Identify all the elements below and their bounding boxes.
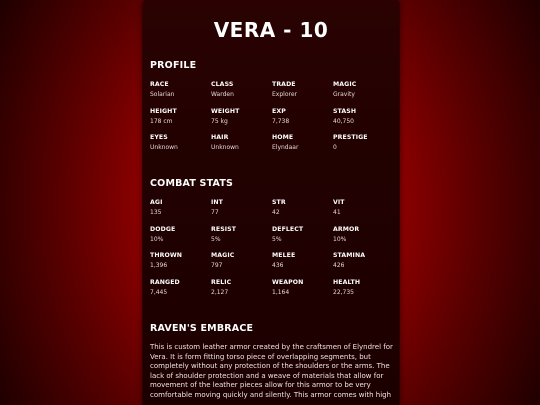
stat-label: PRESTIGE xyxy=(333,134,368,142)
profile-hair-stat xyxy=(211,134,272,161)
stat-value: 1,396 xyxy=(150,262,168,270)
combat-agi-stat xyxy=(150,199,211,226)
combat-stats-heading: COMBAT STATS xyxy=(150,178,234,189)
combat-relic-stat xyxy=(211,279,272,306)
combat-stats-grid xyxy=(150,199,394,305)
stat-label: AGI xyxy=(150,199,163,206)
stat-value: Explorer xyxy=(272,91,297,98)
stat-value: 41 xyxy=(333,209,341,216)
profile-stash-stat xyxy=(333,108,394,135)
combat-magic-stat xyxy=(211,252,272,279)
stat-value: 0 xyxy=(333,144,337,152)
combat-stamina-stat xyxy=(333,252,394,279)
profile-height-stat xyxy=(150,108,211,135)
stat-value: 2,127 xyxy=(211,288,229,296)
character-title: VERA - 10 xyxy=(213,18,329,42)
stat-value: Solarian xyxy=(150,91,175,98)
stat-label: DODGE xyxy=(150,225,176,233)
stat-value: Gravity xyxy=(333,91,355,98)
stat-value: 42 xyxy=(272,209,280,216)
stat-label: HOME xyxy=(272,134,294,142)
stat-label: DEFLECT xyxy=(272,225,304,233)
stat-value: 75 kg xyxy=(211,117,228,125)
profile-eyes-stat xyxy=(150,134,211,161)
stat-label: RACE xyxy=(150,81,169,88)
stat-value: Unknown xyxy=(211,144,239,152)
stat-value: Unknown xyxy=(150,144,178,152)
stat-value: 40,750 xyxy=(333,117,354,125)
combat-str-stat xyxy=(272,199,333,226)
profile-grid xyxy=(150,81,394,161)
profile-exp-stat xyxy=(272,108,333,135)
stat-label: MAGIC xyxy=(333,81,357,88)
stat-label: WEIGHT xyxy=(211,107,240,115)
combat-thrown-stat xyxy=(150,252,211,279)
combat-melee-stat xyxy=(272,252,333,279)
stat-value: 7,738 xyxy=(272,117,290,125)
stat-value: 77 xyxy=(211,209,219,216)
stat-value: 7,445 xyxy=(150,288,168,296)
combat-resist-stat xyxy=(211,226,272,253)
stat-value: Elyndaar xyxy=(272,144,299,152)
combat-vit-stat xyxy=(333,199,394,226)
profile-magic-stat xyxy=(333,81,394,108)
stat-label: RELIC xyxy=(211,278,232,286)
stat-label: TRADE xyxy=(272,81,296,88)
character-sheet-panel xyxy=(142,0,400,405)
profile-prestige-stat xyxy=(333,134,394,161)
stat-value: 10% xyxy=(150,235,164,243)
stat-label: CLASS xyxy=(211,81,234,88)
combat-int-stat xyxy=(211,199,272,226)
profile-class-stat xyxy=(211,81,272,108)
stat-value: 10% xyxy=(333,235,347,243)
profile-race-stat xyxy=(150,81,211,108)
profile-trade-stat xyxy=(272,81,333,108)
stat-label: HEALTH xyxy=(333,278,361,286)
stat-label: STAMINA xyxy=(333,252,366,260)
stat-label: RESIST xyxy=(211,225,237,233)
stat-label: MAGIC xyxy=(211,252,235,260)
stat-value: 5% xyxy=(272,235,282,243)
item-heading: RAVEN'S EMBRACE xyxy=(150,323,254,334)
item-description: This is custom leather armor created by the craftsmen of Elyndrel for Vera. It is form fitting torso piece of overlapping segments, but completely without any protection of the shoulders or the arms. The lack of shoulder protection and a weave of materials that allow for movement of the leather pieces allow for this armor to be very comfortable moving quickly and silently. This armor comes with high xyxy=(150,343,393,399)
combat-dodge-stat xyxy=(150,226,211,253)
stat-value: 1,164 xyxy=(272,288,290,296)
stat-label: EYES xyxy=(150,134,168,142)
profile-home-stat xyxy=(272,134,333,161)
combat-health-stat xyxy=(333,279,394,306)
stat-value: 436 xyxy=(272,262,284,270)
stat-label: HEIGHT xyxy=(150,107,177,115)
stat-value: 135 xyxy=(150,209,162,216)
stat-label: STASH xyxy=(333,107,357,115)
stat-label: THROWN xyxy=(150,252,183,260)
stat-label: VIT xyxy=(333,199,345,206)
combat-deflect-stat xyxy=(272,226,333,253)
stat-value: Warden xyxy=(211,91,234,98)
combat-ranged-stat xyxy=(150,279,211,306)
stat-label: INT xyxy=(211,199,224,206)
stat-value: 178 cm xyxy=(150,117,173,125)
combat-armor-stat xyxy=(333,226,394,253)
stat-label: HAIR xyxy=(211,134,229,142)
profile-weight-stat xyxy=(211,108,272,135)
stat-value: 22,735 xyxy=(333,288,354,296)
stat-value: 5% xyxy=(211,235,221,243)
stat-label: STR xyxy=(272,199,286,206)
profile-heading: PROFILE xyxy=(150,60,197,71)
stat-label: EXP xyxy=(272,107,286,115)
stat-label: RANGED xyxy=(150,278,180,286)
stat-value: 797 xyxy=(211,262,223,270)
stat-value: 426 xyxy=(333,262,345,270)
stat-label: MELEE xyxy=(272,252,296,260)
stat-label: WEAPON xyxy=(272,278,304,286)
stat-label: ARMOR xyxy=(333,225,360,233)
combat-weapon-stat xyxy=(272,279,333,306)
